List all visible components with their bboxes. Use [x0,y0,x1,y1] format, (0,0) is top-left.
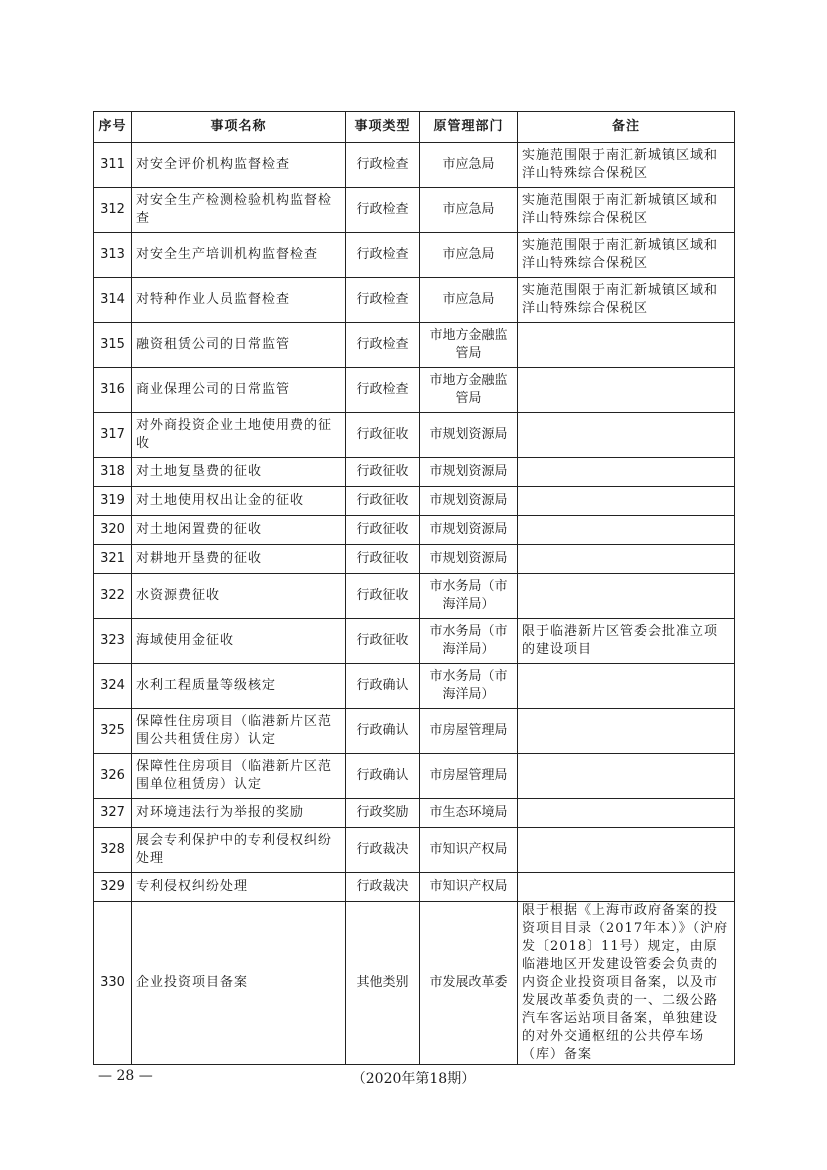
item-dept: 市水务局（市海洋局） [420,574,518,619]
item-type: 行政裁决 [346,873,420,902]
item-dept: 市地方金融监管局 [420,368,518,413]
item-note [518,873,735,902]
row-number: 313 [94,233,132,278]
header-note: 备注 [518,112,735,143]
row-number: 328 [94,828,132,873]
item-name: 对土地使用权出让金的征收 [132,487,346,516]
row-number: 325 [94,709,132,754]
row-number: 314 [94,278,132,323]
item-dept: 市应急局 [420,278,518,323]
table-row [94,664,735,709]
table-row [94,413,735,458]
item-note [518,754,735,799]
item-name: 对安全评价机构监督检查 [132,143,346,188]
table-row [94,545,735,574]
table-row [94,574,735,619]
item-note [518,545,735,574]
item-name: 对环境违法行为举报的奖励 [132,799,346,828]
item-name: 保障性住房项目（临港新片区范围公共租赁住房）认定 [132,709,346,754]
item-name: 海域使用金征收 [132,619,346,664]
table-row [94,188,735,233]
item-note [518,458,735,487]
item-note [518,828,735,873]
table-row [94,828,735,873]
table-row [94,233,735,278]
item-type: 行政检查 [346,368,420,413]
item-dept: 市应急局 [420,233,518,278]
item-dept: 市房屋管理局 [420,754,518,799]
item-dept: 市知识产权局 [420,828,518,873]
item-note [518,664,735,709]
item-type: 行政检查 [346,278,420,323]
item-note [518,799,735,828]
row-number: 316 [94,368,132,413]
item-type: 行政确认 [346,664,420,709]
item-name: 对特种作业人员监督检查 [132,278,346,323]
item-type: 行政征收 [346,574,420,619]
table-row [94,278,735,323]
item-type: 行政奖励 [346,799,420,828]
header-type: 事项类型 [346,112,420,143]
item-note: 实施范围限于南汇新城镇区域和洋山特殊综合保税区 [518,188,735,233]
item-type: 行政征收 [346,516,420,545]
row-number: 330 [94,902,132,1065]
item-type: 行政检查 [346,188,420,233]
item-note: 限于根据《上海市政府备案的投资项目目录（2017年本）》（沪府发〔2018〕11号）规定，由原临港地区开发建设管委会负责的内资企业投资项目备案，以及市发展改革委负责的一、二级公路汽车客运站项目备案，单独建设的对外交通枢纽的公共停车场（库）备案 [518,902,735,1065]
item-name: 对外商投资企业土地使用费的征收 [132,413,346,458]
item-note [518,487,735,516]
item-type: 行政检查 [346,143,420,188]
item-dept: 市水务局（市海洋局） [420,619,518,664]
item-dept: 市规划资源局 [420,516,518,545]
item-note: 实施范围限于南汇新城镇区域和洋山特殊综合保税区 [518,233,735,278]
issue-label: （2020年第18期） [351,1071,476,1087]
item-type: 行政检查 [346,323,420,368]
row-number: 312 [94,188,132,233]
item-type: 行政确认 [346,754,420,799]
item-dept: 市规划资源局 [420,413,518,458]
row-number: 329 [94,873,132,902]
item-note [518,709,735,754]
item-dept: 市发展改革委 [420,902,518,1065]
row-number: 318 [94,458,132,487]
header-name: 事项名称 [132,112,346,143]
item-name: 专利侵权纠纷处理 [132,873,346,902]
row-number: 327 [94,799,132,828]
item-type: 行政征收 [346,458,420,487]
item-type: 行政征收 [346,413,420,458]
item-name: 对安全生产培训机构监督检查 [132,233,346,278]
item-name: 企业投资项目备案 [132,902,346,1065]
row-number: 326 [94,754,132,799]
item-type: 行政征收 [346,619,420,664]
item-name: 商业保理公司的日常监管 [132,368,346,413]
row-number: 322 [94,574,132,619]
table-row [94,619,735,664]
item-name: 保障性住房项目（临港新片区范围单位租赁房）认定 [132,754,346,799]
item-type: 行政征收 [346,487,420,516]
item-dept: 市规划资源局 [420,487,518,516]
item-dept: 市知识产权局 [420,873,518,902]
item-name: 水资源费征收 [132,574,346,619]
header-no: 序号 [94,112,132,143]
table-row [94,873,735,902]
item-note [518,368,735,413]
item-name: 对土地复垦费的征收 [132,458,346,487]
header-dept: 原管理部门 [420,112,518,143]
item-name: 对耕地开垦费的征收 [132,545,346,574]
items-table [93,111,735,1065]
table-row [94,799,735,828]
item-dept: 市水务局（市海洋局） [420,664,518,709]
item-type: 其他类别 [346,902,420,1065]
item-note [518,516,735,545]
row-number: 315 [94,323,132,368]
item-note: 实施范围限于南汇新城镇区域和洋山特殊综合保税区 [518,278,735,323]
item-dept: 市应急局 [420,143,518,188]
table-row [94,323,735,368]
item-type: 行政征收 [346,545,420,574]
row-number: 324 [94,664,132,709]
table-row [94,487,735,516]
item-dept: 市规划资源局 [420,458,518,487]
item-name: 展会专利保护中的专利侵权纠纷处理 [132,828,346,873]
page-number: — 28 — [98,1068,153,1084]
item-dept: 市生态环境局 [420,799,518,828]
table-row [94,458,735,487]
item-type: 行政检查 [346,233,420,278]
item-note [518,323,735,368]
table-row [94,754,735,799]
item-note [518,413,735,458]
item-name: 对安全生产检测检验机构监督检查 [132,188,346,233]
table-row [94,709,735,754]
row-number: 323 [94,619,132,664]
table-row [94,902,735,1065]
row-number: 317 [94,413,132,458]
row-number: 321 [94,545,132,574]
item-note [518,574,735,619]
item-dept: 市房屋管理局 [420,709,518,754]
item-type: 行政确认 [346,709,420,754]
table-row [94,516,735,545]
item-name: 水利工程质量等级核定 [132,664,346,709]
item-note: 限于临港新片区管委会批准立项的建设项目 [518,619,735,664]
item-dept: 市地方金融监管局 [420,323,518,368]
item-type: 行政裁决 [346,828,420,873]
item-dept: 市规划资源局 [420,545,518,574]
row-number: 320 [94,516,132,545]
row-number: 319 [94,487,132,516]
item-dept: 市应急局 [420,188,518,233]
row-number: 311 [94,143,132,188]
item-name: 融资租赁公司的日常监管 [132,323,346,368]
table-header-row [94,112,735,143]
table-row [94,143,735,188]
item-name: 对土地闲置费的征收 [132,516,346,545]
table-row [94,368,735,413]
item-note: 实施范围限于南汇新城镇区域和洋山特殊综合保税区 [518,143,735,188]
